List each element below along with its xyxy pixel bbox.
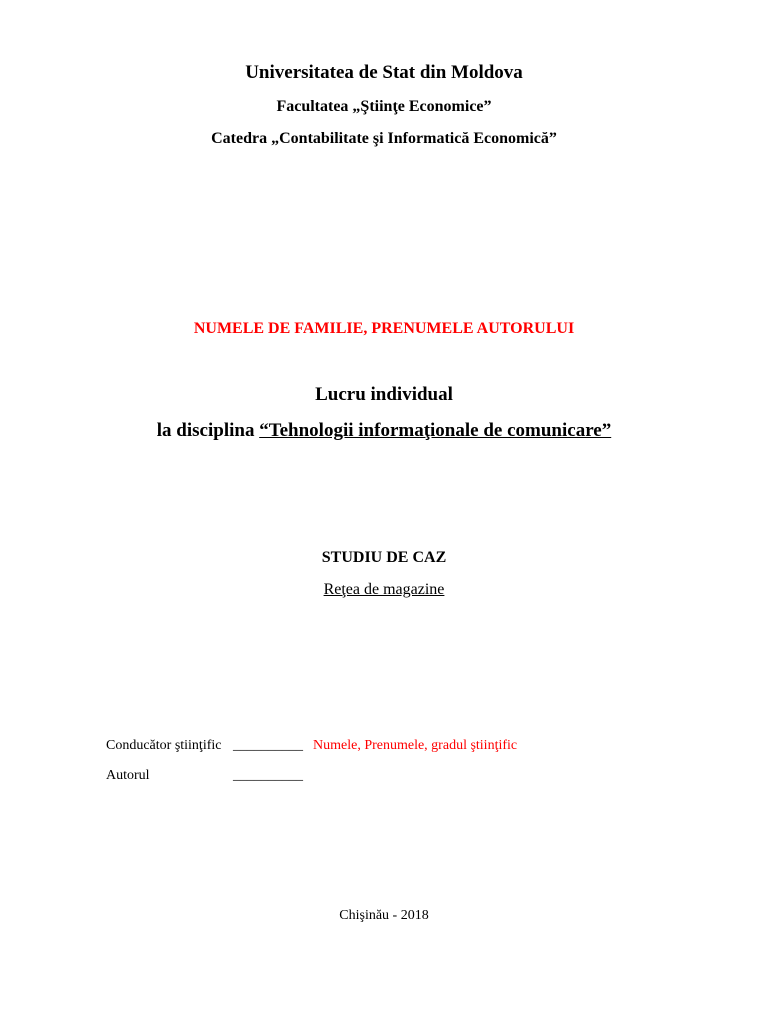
supervisor-name-placeholder: Numele, Prenumele, gradul ştiinţific bbox=[313, 738, 518, 753]
supervisor-signature-blank: __________ bbox=[233, 738, 303, 753]
place-year: Chişinău - 2018 bbox=[339, 908, 429, 923]
author-signature-blank: __________ bbox=[233, 768, 303, 783]
work-type: Lucru individual bbox=[315, 384, 453, 405]
discipline-name: “Tehnologii informaţionale de comunicare” bbox=[259, 420, 612, 441]
faculty-name: Facultatea „Ştiinţe Economice” bbox=[276, 98, 492, 115]
author-row bbox=[106, 768, 303, 784]
supervisor-row bbox=[106, 738, 518, 754]
discipline-line bbox=[0, 420, 768, 442]
author-name-placeholder: NUMELE DE FAMILIE, PRENUMELE AUTORULUI bbox=[193, 320, 575, 337]
author-label: Autorul bbox=[106, 768, 150, 783]
case-study-subtitle: Reţea de magazine bbox=[323, 581, 445, 598]
university-name: Universitatea de Stat din Moldova bbox=[245, 62, 523, 83]
discipline-prefix: la disciplina bbox=[156, 420, 260, 441]
supervisor-label: Conducător ştiinţific bbox=[106, 738, 222, 753]
case-study-title: STUDIU DE CAZ bbox=[321, 549, 447, 566]
department-name: Catedra „Contabilitate şi Informatică Economică” bbox=[211, 130, 557, 147]
